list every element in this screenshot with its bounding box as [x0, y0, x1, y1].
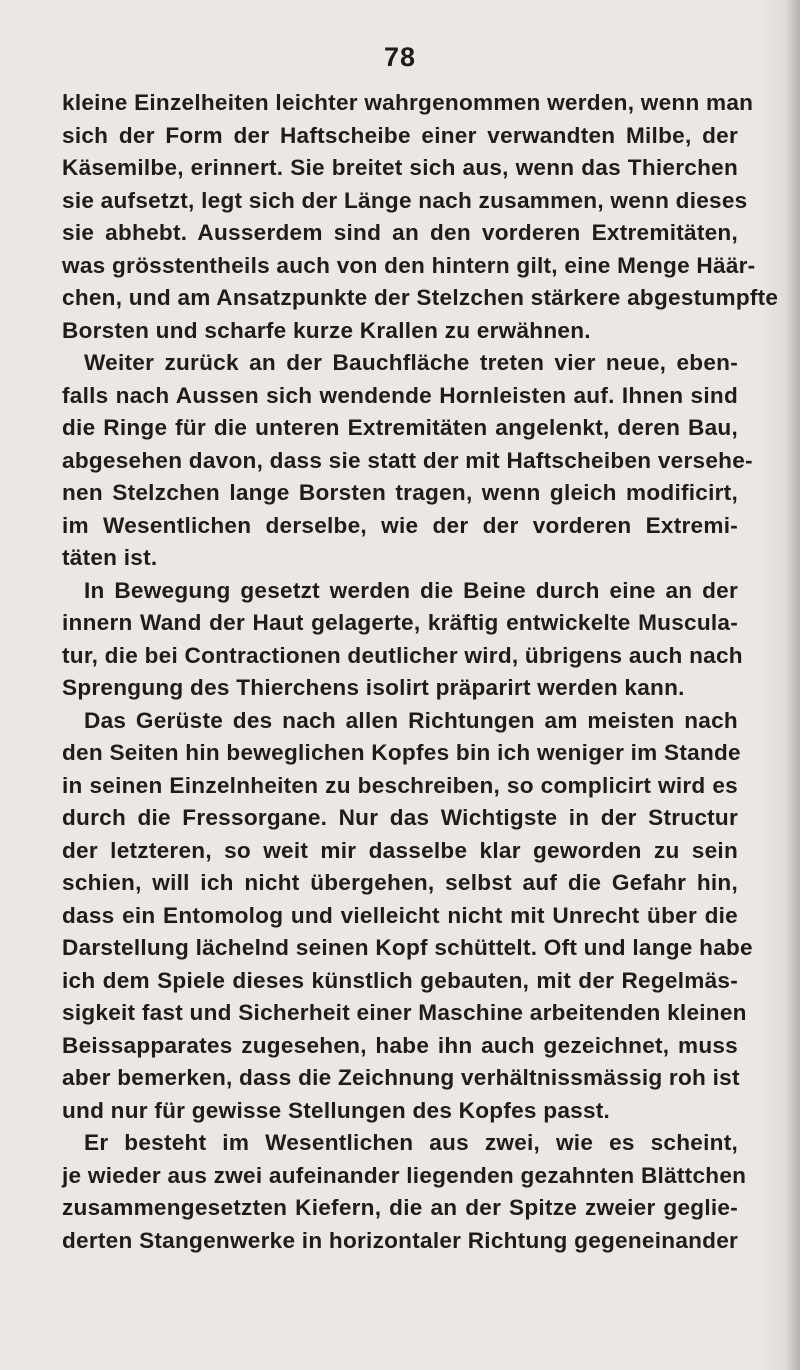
text-line: in seinen Einzelnheiten zu beschreiben, so complicirt wird es — [62, 772, 738, 798]
text-line: abgesehen davon, dass sie statt der mit Haftscheiben versehe- — [62, 447, 753, 473]
text-line: durch die Fressorgane. Nur das Wichtigste in der Structur — [62, 805, 738, 830]
page-number: 78 — [383, 42, 417, 72]
text-line: sich der Form der Haftscheibe einer verwandten Milbe, der — [62, 122, 738, 148]
text-line: nen Stelzchen lange Borsten tragen, wenn gleich modificirt, — [62, 480, 738, 505]
text-line: was grösstentheils auch von den hintern gilt, eine Menge Häär- — [62, 252, 756, 278]
text-line: In Bewegung gesetzt werden die Beine durch eine an der — [84, 577, 738, 603]
text-line: schien, will ich nicht übergehen, selbst auf die Gefahr hin, — [62, 870, 738, 895]
text-line: sie aufsetzt, legt sich der Länge nach zusammen, wenn dieses — [62, 187, 748, 213]
text-line: den Seiten hin beweglichen Kopfes bin ich weniger im Stande — [62, 740, 741, 765]
text-line: chen, und am Ansatzpunkte der Stelzchen stärkere abgestumpfte — [62, 285, 779, 310]
text-line: Sprengung des Thierchens isolirt präparirt werden kann. — [62, 675, 685, 700]
text-line: Beissapparates zugesehen, habe ihn auch gezeichnet, muss — [62, 1032, 738, 1058]
text-line: sie abhebt. Ausserdem sind an den vorderen Extremitäten, — [62, 220, 738, 245]
text-line: im Wesentlichen derselbe, wie der der vorderen Extremi- — [62, 512, 738, 538]
text-line: sigkeit fast und Sicherheit einer Maschine arbeitenden kleinen — [62, 1000, 747, 1025]
body-text — [62, 87, 779, 1257]
text-line: zusammengesetzten Kiefern, die an der Spitze zweier geglie- — [62, 1195, 738, 1220]
text-line: der letzteren, so weit mir dasselbe klar geworden zu sein — [62, 837, 738, 863]
text-line: derten Stangenwerke in horizontaler Richtung gegeneinander — [62, 1227, 739, 1253]
text-line: aber bemerken, dass die Zeichnung verhältnissmässig roh ist — [62, 1065, 740, 1090]
text-line: Weiter zurück an der Bauchfläche treten vier neue, eben- — [84, 350, 738, 375]
text-line: die Ringe für die unteren Extremitäten angelenkt, deren Bau, — [62, 415, 738, 440]
text-line: innern Wand der Haut gelagerte, kräftig entwickelte Muscula- — [62, 610, 738, 635]
page-edge-shadow — [786, 0, 800, 1370]
text-line: Darstellung lächelnd seinen Kopf schüttelt. Oft und lange habe — [62, 935, 753, 960]
text-line: ich dem Spiele dieses künstlich gebauten, mit der Regelmäs- — [62, 967, 738, 993]
text-line: Das Gerüste des nach allen Richtungen am meisten nach — [84, 707, 738, 733]
text-line: je wieder aus zwei aufeinander liegenden gezahnten Blättchen — [62, 1162, 747, 1188]
text-line: und nur für gewisse Stellungen des Kopfes passt. — [62, 1097, 611, 1123]
text-line: Er besteht im Wesentlichen aus zwei, wie es scheint, — [84, 1130, 738, 1155]
text-line: täten ist. — [62, 545, 158, 570]
text-line: tur, die bei Contractionen deutlicher wird, übrigens auch nach — [62, 642, 743, 668]
text-line: dass ein Entomolog und vielleicht nicht mit Unrecht über die — [62, 902, 738, 928]
text-line: kleine Einzelheiten leichter wahrgenommen werden, wenn man — [62, 90, 754, 115]
text-line: falls nach Aussen sich wendende Hornleisten auf. Ihnen sind — [62, 382, 738, 408]
text-line: Käsemilbe, erinnert. Sie breitet sich aus, wenn das Thierchen — [62, 155, 738, 180]
text-line: Borsten und scharfe kurze Krallen zu erwähnen. — [62, 317, 591, 343]
